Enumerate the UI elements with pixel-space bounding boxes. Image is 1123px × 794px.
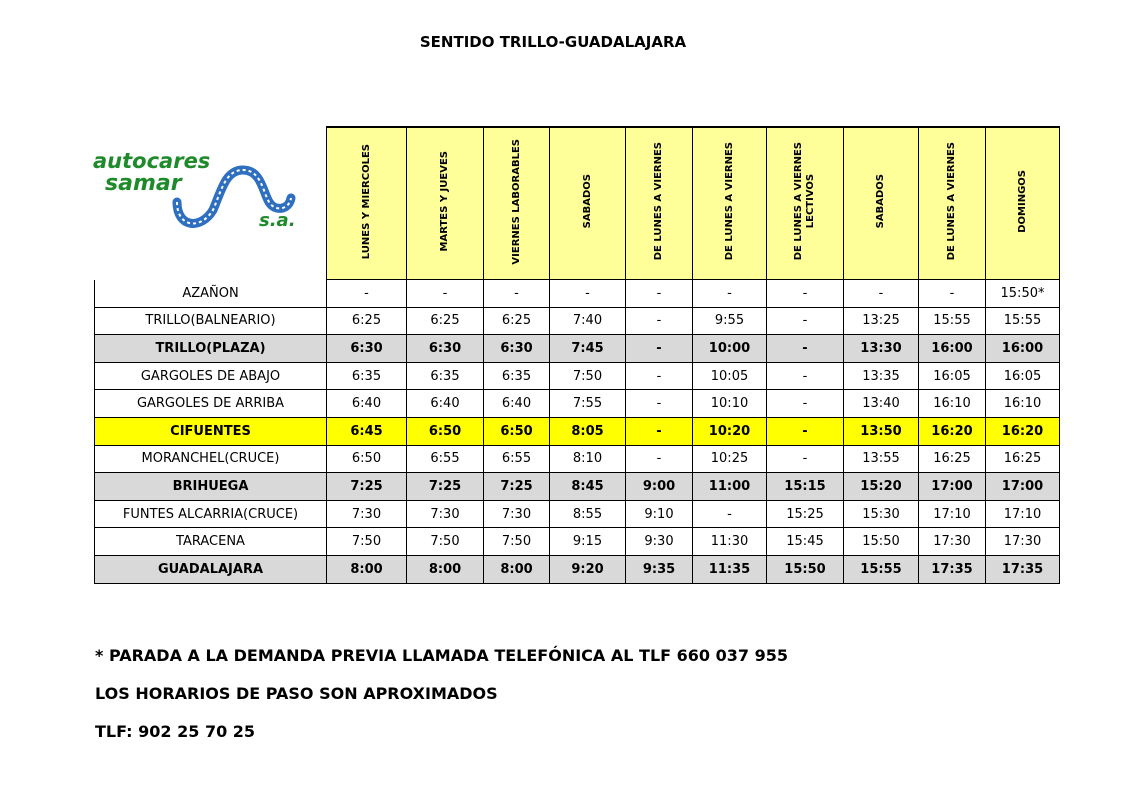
time-cell: 16:25 bbox=[919, 445, 986, 473]
time-cell: 10:00 bbox=[693, 335, 767, 363]
time-cell: 16:05 bbox=[986, 362, 1060, 390]
time-cell: 7:25 bbox=[327, 473, 407, 501]
time-cell: 6:55 bbox=[407, 445, 484, 473]
time-cell: 13:30 bbox=[844, 335, 919, 363]
stop-name: TRILLO(BALNEARIO) bbox=[95, 307, 327, 335]
time-cell: 10:20 bbox=[693, 417, 767, 445]
note-on-demand-stop: * PARADA A LA DEMANDA PREVIA LLAMADA TELEFÓNICA AL TLF 660 037 955 bbox=[95, 646, 788, 665]
column-header-4 bbox=[550, 127, 626, 280]
note-phone: TLF: 902 25 70 25 bbox=[95, 722, 256, 741]
time-cell: 15:15 bbox=[767, 473, 844, 501]
column-header-line: SABADOS bbox=[581, 174, 593, 229]
header-corner bbox=[95, 127, 327, 280]
time-cell: - bbox=[626, 307, 693, 335]
time-cell: 13:50 bbox=[844, 417, 919, 445]
time-cell: 13:25 bbox=[844, 307, 919, 335]
column-header-line: SABADOS bbox=[875, 174, 886, 229]
time-cell: - bbox=[919, 280, 986, 308]
time-cell: - bbox=[767, 335, 844, 363]
column-header-5 bbox=[626, 127, 693, 280]
time-cell: - bbox=[626, 417, 693, 445]
time-cell: 17:00 bbox=[986, 473, 1060, 501]
time-cell: - bbox=[767, 307, 844, 335]
time-cell: 16:00 bbox=[986, 335, 1060, 363]
time-cell: 6:25 bbox=[484, 307, 550, 335]
table-row bbox=[95, 362, 1060, 390]
stop-name: GARGOLES DE ARRIBA bbox=[95, 390, 327, 418]
column-header-label bbox=[875, 174, 887, 228]
table-row bbox=[95, 528, 1060, 556]
time-cell: 16:10 bbox=[986, 390, 1060, 418]
column-header-line: LECTIVOS bbox=[805, 174, 816, 229]
time-cell: 17:10 bbox=[919, 500, 986, 528]
time-cell: 9:20 bbox=[550, 555, 626, 583]
time-cell: - bbox=[767, 390, 844, 418]
column-header-line: DE LUNES A VIERNES bbox=[946, 142, 957, 261]
time-cell: 8:45 bbox=[550, 473, 626, 501]
column-header-label bbox=[653, 142, 665, 260]
time-cell: 13:55 bbox=[844, 445, 919, 473]
stop-name: BRIHUEGA bbox=[95, 473, 327, 501]
time-cell: 15:50* bbox=[986, 280, 1060, 308]
time-cell: 6:30 bbox=[407, 335, 484, 363]
column-header-line: DE LUNES A VIERNES bbox=[793, 142, 804, 261]
time-cell: 8:55 bbox=[550, 500, 626, 528]
time-cell: 7:45 bbox=[550, 335, 626, 363]
column-header-10 bbox=[986, 127, 1060, 280]
time-cell: 7:55 bbox=[550, 390, 626, 418]
time-cell: 6:40 bbox=[327, 390, 407, 418]
time-cell: - bbox=[327, 280, 407, 308]
table-row bbox=[95, 335, 1060, 363]
time-cell: 7:25 bbox=[407, 473, 484, 501]
time-cell: 15:50 bbox=[767, 555, 844, 583]
time-cell: - bbox=[626, 445, 693, 473]
time-cell: 6:40 bbox=[484, 390, 550, 418]
time-cell: 8:10 bbox=[550, 445, 626, 473]
time-cell: 15:20 bbox=[844, 473, 919, 501]
column-header-label bbox=[1017, 170, 1029, 233]
column-header-7 bbox=[767, 127, 844, 280]
timetable bbox=[94, 126, 1060, 584]
column-header-9 bbox=[919, 127, 986, 280]
column-header-label bbox=[793, 142, 817, 260]
table-row bbox=[95, 417, 1060, 445]
time-cell: 6:35 bbox=[484, 362, 550, 390]
time-cell: 7:50 bbox=[550, 362, 626, 390]
stop-name: TARACENA bbox=[95, 528, 327, 556]
table-row bbox=[95, 280, 1060, 308]
column-header-1 bbox=[327, 127, 407, 280]
time-cell: 9:35 bbox=[626, 555, 693, 583]
time-cell: 17:35 bbox=[986, 555, 1060, 583]
column-header-6 bbox=[693, 127, 767, 280]
column-header-3 bbox=[484, 127, 550, 280]
time-cell: 6:25 bbox=[327, 307, 407, 335]
table-row bbox=[95, 390, 1060, 418]
time-cell: 6:30 bbox=[327, 335, 407, 363]
time-cell: 11:00 bbox=[693, 473, 767, 501]
time-cell: 16:25 bbox=[986, 445, 1060, 473]
page-title: SENTIDO TRILLO-GUADALAJARA bbox=[419, 33, 687, 51]
time-cell: 9:15 bbox=[550, 528, 626, 556]
table-row bbox=[95, 555, 1060, 583]
time-cell: 11:30 bbox=[693, 528, 767, 556]
logo-text-line1: autocares bbox=[93, 149, 211, 173]
column-header-line: MARTES Y JUEVES bbox=[439, 151, 450, 252]
time-cell: - bbox=[767, 280, 844, 308]
column-header-line: VIERNES LABORABLES bbox=[510, 138, 522, 265]
time-cell: 16:20 bbox=[986, 417, 1060, 445]
stop-name: MORANCHEL(CRUCE) bbox=[95, 445, 327, 473]
column-header-line: DE LUNES A VIERNES bbox=[723, 142, 735, 261]
time-cell: 6:35 bbox=[327, 362, 407, 390]
time-cell: 15:55 bbox=[844, 555, 919, 583]
column-header-label bbox=[582, 174, 594, 228]
time-cell: 8:00 bbox=[484, 555, 550, 583]
time-cell: 16:05 bbox=[919, 362, 986, 390]
time-cell: 17:10 bbox=[986, 500, 1060, 528]
stop-name: AZAÑON bbox=[95, 280, 327, 308]
time-cell: - bbox=[844, 280, 919, 308]
table-row bbox=[95, 473, 1060, 501]
table-row bbox=[95, 307, 1060, 335]
time-cell: 6:50 bbox=[407, 417, 484, 445]
column-header-line: LUNES Y MIERCOLES bbox=[360, 143, 372, 260]
time-cell: 16:20 bbox=[919, 417, 986, 445]
time-cell: 6:55 bbox=[484, 445, 550, 473]
time-cell: 13:40 bbox=[844, 390, 919, 418]
column-header-label bbox=[511, 139, 523, 265]
time-cell: - bbox=[767, 445, 844, 473]
time-cell: 9:00 bbox=[626, 473, 693, 501]
time-cell: 7:30 bbox=[484, 500, 550, 528]
column-header-2 bbox=[407, 127, 484, 280]
time-cell: - bbox=[550, 280, 626, 308]
column-header-line: DE LUNES A VIERNES bbox=[653, 142, 664, 261]
note-approximate-times: LOS HORARIOS DE PASO SON APROXIMADOS bbox=[95, 684, 498, 703]
time-cell: 6:50 bbox=[484, 417, 550, 445]
time-cell: 7:30 bbox=[407, 500, 484, 528]
time-cell: 6:40 bbox=[407, 390, 484, 418]
time-cell: - bbox=[626, 390, 693, 418]
time-cell: 16:00 bbox=[919, 335, 986, 363]
stop-name: FUNTES ALCARRIA(CRUCE) bbox=[95, 500, 327, 528]
column-header-line: DOMINGOS bbox=[1016, 170, 1028, 233]
time-cell: 15:55 bbox=[986, 307, 1060, 335]
stop-name: TRILLO(PLAZA) bbox=[95, 335, 327, 363]
time-cell: - bbox=[626, 280, 693, 308]
time-cell: 7:30 bbox=[327, 500, 407, 528]
time-cell: - bbox=[484, 280, 550, 308]
time-cell: 9:30 bbox=[626, 528, 693, 556]
time-cell: 13:35 bbox=[844, 362, 919, 390]
time-cell: 8:00 bbox=[407, 555, 484, 583]
column-header-label bbox=[439, 151, 451, 251]
column-header-label bbox=[361, 144, 373, 259]
time-cell: 16:10 bbox=[919, 390, 986, 418]
time-cell: 15:30 bbox=[844, 500, 919, 528]
time-cell: 17:30 bbox=[919, 528, 986, 556]
time-cell: 15:45 bbox=[767, 528, 844, 556]
time-cell: 6:30 bbox=[484, 335, 550, 363]
time-cell: 8:00 bbox=[327, 555, 407, 583]
time-cell: 17:00 bbox=[919, 473, 986, 501]
column-header-label bbox=[724, 142, 736, 260]
time-cell: - bbox=[407, 280, 484, 308]
time-cell: 7:50 bbox=[327, 528, 407, 556]
time-cell: 15:25 bbox=[767, 500, 844, 528]
time-cell: - bbox=[767, 362, 844, 390]
stop-name: GARGOLES DE ABAJO bbox=[95, 362, 327, 390]
time-cell: 7:25 bbox=[484, 473, 550, 501]
time-cell: 11:35 bbox=[693, 555, 767, 583]
time-cell: 6:45 bbox=[327, 417, 407, 445]
time-cell: 6:35 bbox=[407, 362, 484, 390]
time-cell: 10:05 bbox=[693, 362, 767, 390]
time-cell: - bbox=[626, 362, 693, 390]
time-cell: 9:55 bbox=[693, 307, 767, 335]
time-cell: 7:50 bbox=[484, 528, 550, 556]
time-cell: - bbox=[767, 417, 844, 445]
time-cell: - bbox=[693, 280, 767, 308]
table-row bbox=[95, 445, 1060, 473]
time-cell: 8:05 bbox=[550, 417, 626, 445]
time-cell: - bbox=[626, 335, 693, 363]
time-cell: 17:30 bbox=[986, 528, 1060, 556]
time-cell: - bbox=[693, 500, 767, 528]
time-cell: 7:40 bbox=[550, 307, 626, 335]
logo-text-line2: samar bbox=[105, 171, 182, 196]
time-cell: 15:55 bbox=[919, 307, 986, 335]
time-cell: 6:50 bbox=[327, 445, 407, 473]
stop-name: GUADALAJARA bbox=[95, 555, 327, 583]
time-cell: 15:50 bbox=[844, 528, 919, 556]
stop-name: CIFUENTES bbox=[95, 417, 327, 445]
time-cell: 6:25 bbox=[407, 307, 484, 335]
time-cell: 9:10 bbox=[626, 500, 693, 528]
logo-text-line3: s.a. bbox=[259, 210, 296, 231]
time-cell: 7:50 bbox=[407, 528, 484, 556]
table-row bbox=[95, 500, 1060, 528]
time-cell: 10:25 bbox=[693, 445, 767, 473]
column-header-label bbox=[946, 142, 958, 260]
column-header-8 bbox=[844, 127, 919, 280]
time-cell: 10:10 bbox=[693, 390, 767, 418]
time-cell: 17:35 bbox=[919, 555, 986, 583]
